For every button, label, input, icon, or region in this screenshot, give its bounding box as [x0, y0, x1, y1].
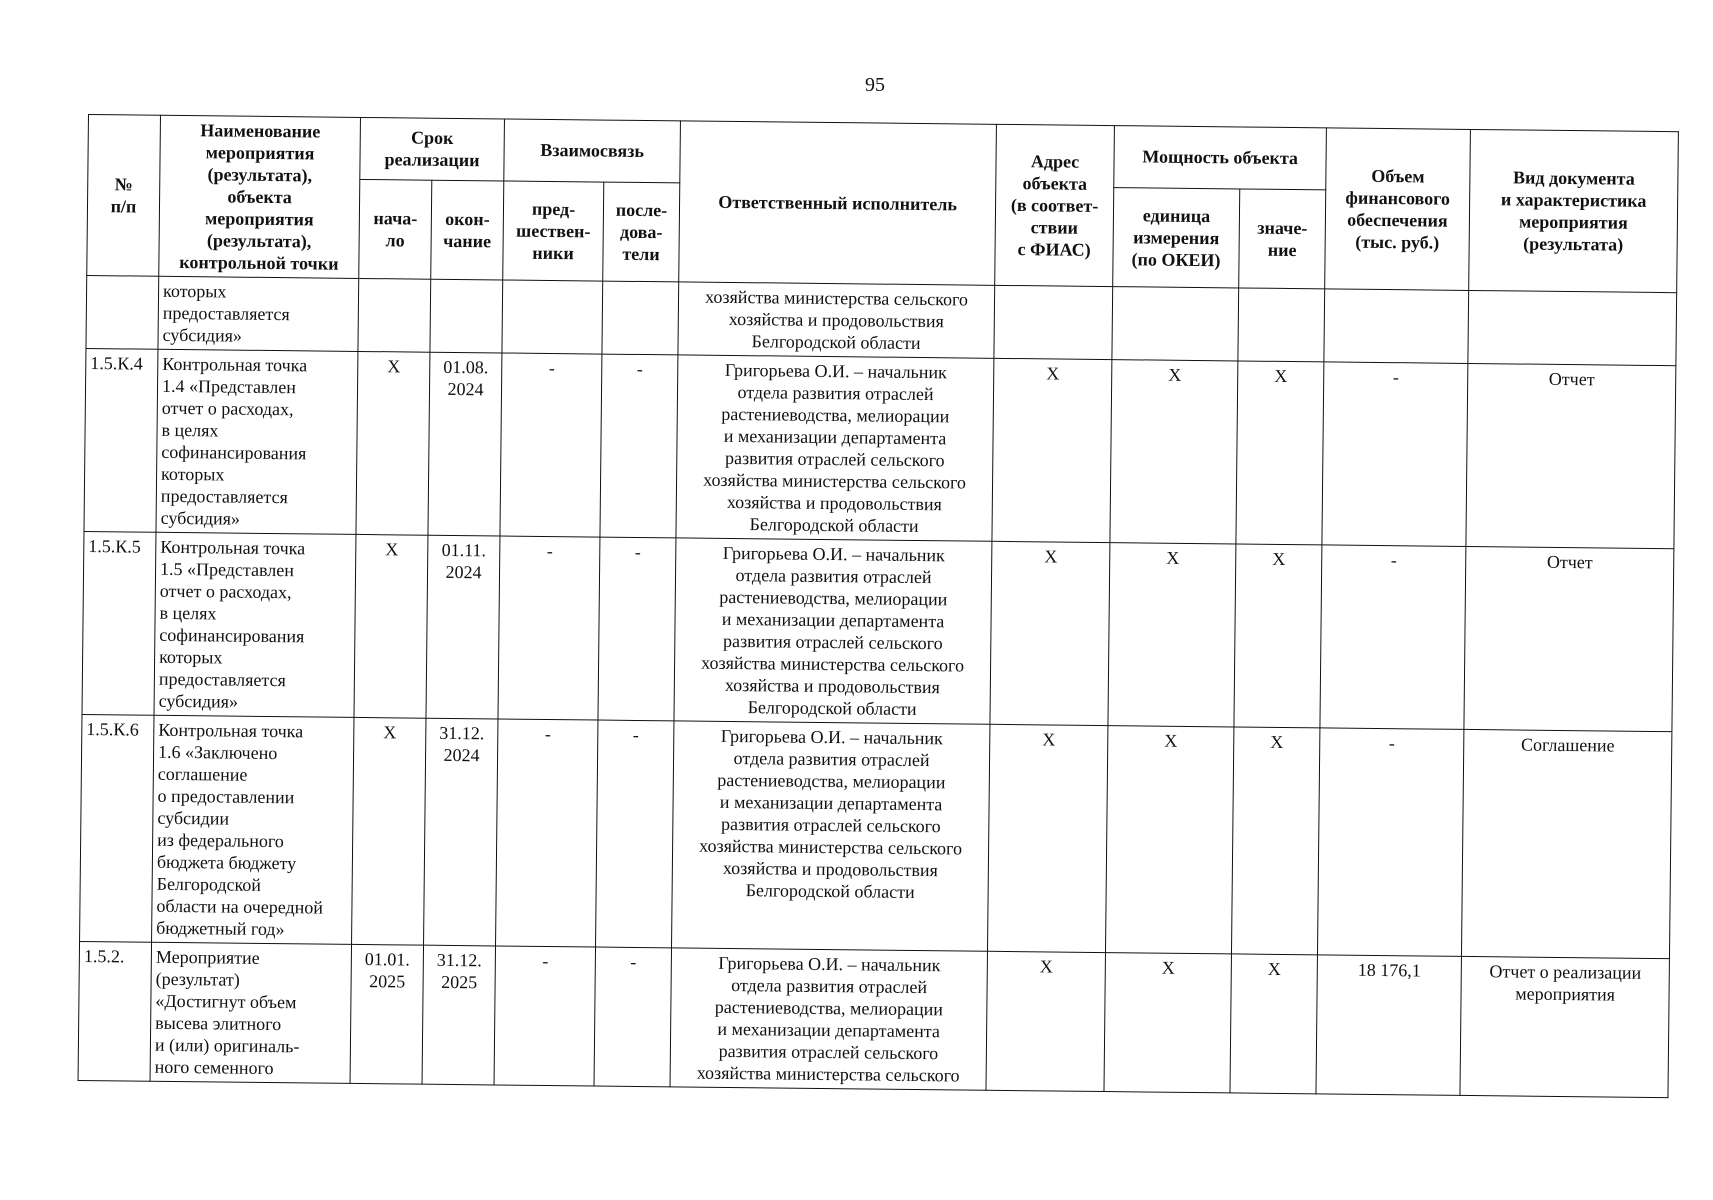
table-row: [80, 714, 1672, 958]
cell-next: [602, 281, 679, 355]
header-term-end: окон- чание: [431, 180, 504, 280]
cell-name: Контрольная точка 1.6 «Заключено соглашение о предоставлении субсидии из федерального бюджета бюджету Белгородской области на очередной бюджетный год»: [152, 715, 354, 944]
cell-name: Контрольная точка 1.5 «Представлен отчет о расходах, в целях софинансирования которых предоставляется субсидия»: [154, 532, 356, 717]
header-address: Адрес объекта (в соответ- ствии с ФИАС): [995, 124, 1115, 286]
cell-end: 01.08. 2024: [428, 352, 502, 536]
cell-end: 31.12. 2025: [422, 945, 496, 1085]
header-finance: Объем финансового обеспечения (тыс. руб.): [1325, 128, 1471, 291]
header-name: Наименование мероприятия (результата), объекта мероприятия (результата), контрольной точки: [159, 115, 361, 278]
header-cap-unit: единица измерения (по ОКЕИ): [1113, 188, 1240, 288]
cell-prev: -: [500, 353, 602, 537]
cell-doc: Отчет: [1464, 546, 1674, 731]
cell-finance: -: [1320, 545, 1466, 730]
cell-address: X: [992, 358, 1112, 542]
cell-responsible: Григорьева О.И. – начальник отдела развития отраслей растениеводства, мелиорации и механизации департамента развития отраслей сельского хозяйства министерства сельского хозяйства и продовольствия Белгородской области: [672, 721, 990, 951]
cell-name: Мероприятие (результат) «Достигнут объем высева элитного и (или) оригиналь- ного семенного: [150, 942, 351, 1083]
cell-doc: [1468, 290, 1677, 365]
cell-doc: Отчет о реализации мероприятия: [1460, 956, 1669, 1097]
cell-end: [430, 279, 503, 353]
cell-value: X: [1236, 361, 1324, 545]
cell-start: X: [352, 717, 426, 945]
cell-address: X: [990, 541, 1110, 725]
cell-unit: X: [1106, 726, 1234, 954]
cell-responsible: Григорьева О.И. – начальник отдела развития отраслей растениеводства, мелиорации и механизации департамента развития отраслей сельского хозяйства министерства сельского хозяйства и продовольствия Белгородской области: [674, 538, 992, 724]
cell-prev: -: [496, 719, 598, 947]
cell-end: 01.11. 2024: [426, 535, 500, 719]
cell-value: X: [1234, 544, 1322, 728]
header-responsible: Ответственный исполнитель: [679, 121, 997, 285]
cell-start: X: [354, 534, 428, 718]
cell-doc: Отчет: [1466, 363, 1676, 548]
cell-doc: Соглашение: [1462, 729, 1672, 958]
cell-prev: -: [494, 946, 595, 1086]
cell-next: -: [594, 947, 672, 1087]
cell-unit: [1112, 287, 1239, 361]
cell-start: 01.01. 2025: [350, 944, 423, 1084]
cell-prev: [502, 280, 603, 354]
cell-num: 1.5.К.5: [82, 531, 156, 715]
cell-num: 1.5.К.4: [84, 348, 158, 532]
cell-responsible: Григорьева О.И. – начальник отдела развития отраслей растениеводства, мелиорации и механизации департамента развития отраслей сельского хозяйства министерства сельского: [670, 948, 987, 1090]
cell-finance: -: [1322, 362, 1468, 547]
cell-finance: 18 176,1: [1316, 955, 1461, 1096]
header-num: № п/п: [87, 115, 161, 277]
cell-end: 31.12. 2024: [424, 718, 498, 946]
cell-next: -: [600, 354, 678, 538]
header-term: Срок реализации: [360, 117, 505, 180]
header-term-start: нача- ло: [359, 179, 432, 279]
cell-unit: X: [1110, 360, 1238, 544]
cell-start: X: [356, 351, 430, 535]
cell-next: -: [596, 720, 674, 948]
cell-num: 1.5.К.6: [80, 714, 154, 942]
cell-address: X: [986, 951, 1105, 1091]
cell-value: [1238, 288, 1325, 362]
header-rel-next: после- дова- тели: [603, 182, 680, 282]
header-rel-prev: пред- шествен- ники: [503, 181, 604, 281]
cell-value: X: [1232, 727, 1320, 955]
cell-value: X: [1230, 954, 1318, 1094]
table-row: [78, 941, 1669, 1097]
header-relation: Взаимосвязь: [504, 119, 681, 183]
header-capacity: Мощность объекта: [1114, 126, 1327, 190]
cell-unit: X: [1108, 543, 1236, 727]
cell-address: X: [988, 724, 1108, 952]
cell-name: Контрольная точка 1.4 «Представлен отчет о расходах, в целях софинансирования которых предоставляется субсидия»: [156, 349, 358, 534]
cell-num: [86, 275, 159, 349]
cell-prev: -: [498, 536, 600, 720]
table-row: [84, 348, 1676, 548]
table-row: [82, 531, 1674, 731]
cell-responsible: Григорьева О.И. – начальник отдела развития отраслей растениеводства, мелиорации и механизации департамента развития отраслей сельского хозяйства министерства сельского хозяйства и продовольствия Белгородской области: [676, 355, 994, 541]
cell-next: -: [598, 537, 676, 721]
cell-name: которых предоставляется субсидия»: [158, 276, 359, 351]
cell-finance: [1324, 289, 1469, 364]
cell-unit: X: [1104, 953, 1231, 1093]
header-cap-value: значе- ние: [1239, 189, 1326, 289]
header-doc-type: Вид документа и характеристика мероприятия (результата): [1469, 129, 1679, 292]
cell-responsible: хозяйства министерства сельского хозяйства и продовольствия Белгородской области: [678, 282, 995, 358]
activities-table: [78, 114, 1679, 1098]
cell-address: [994, 285, 1113, 359]
cell-finance: -: [1318, 728, 1464, 957]
cell-num: 1.5.2.: [78, 941, 151, 1081]
page-number: 95: [865, 74, 885, 96]
cell-start: [358, 278, 431, 352]
